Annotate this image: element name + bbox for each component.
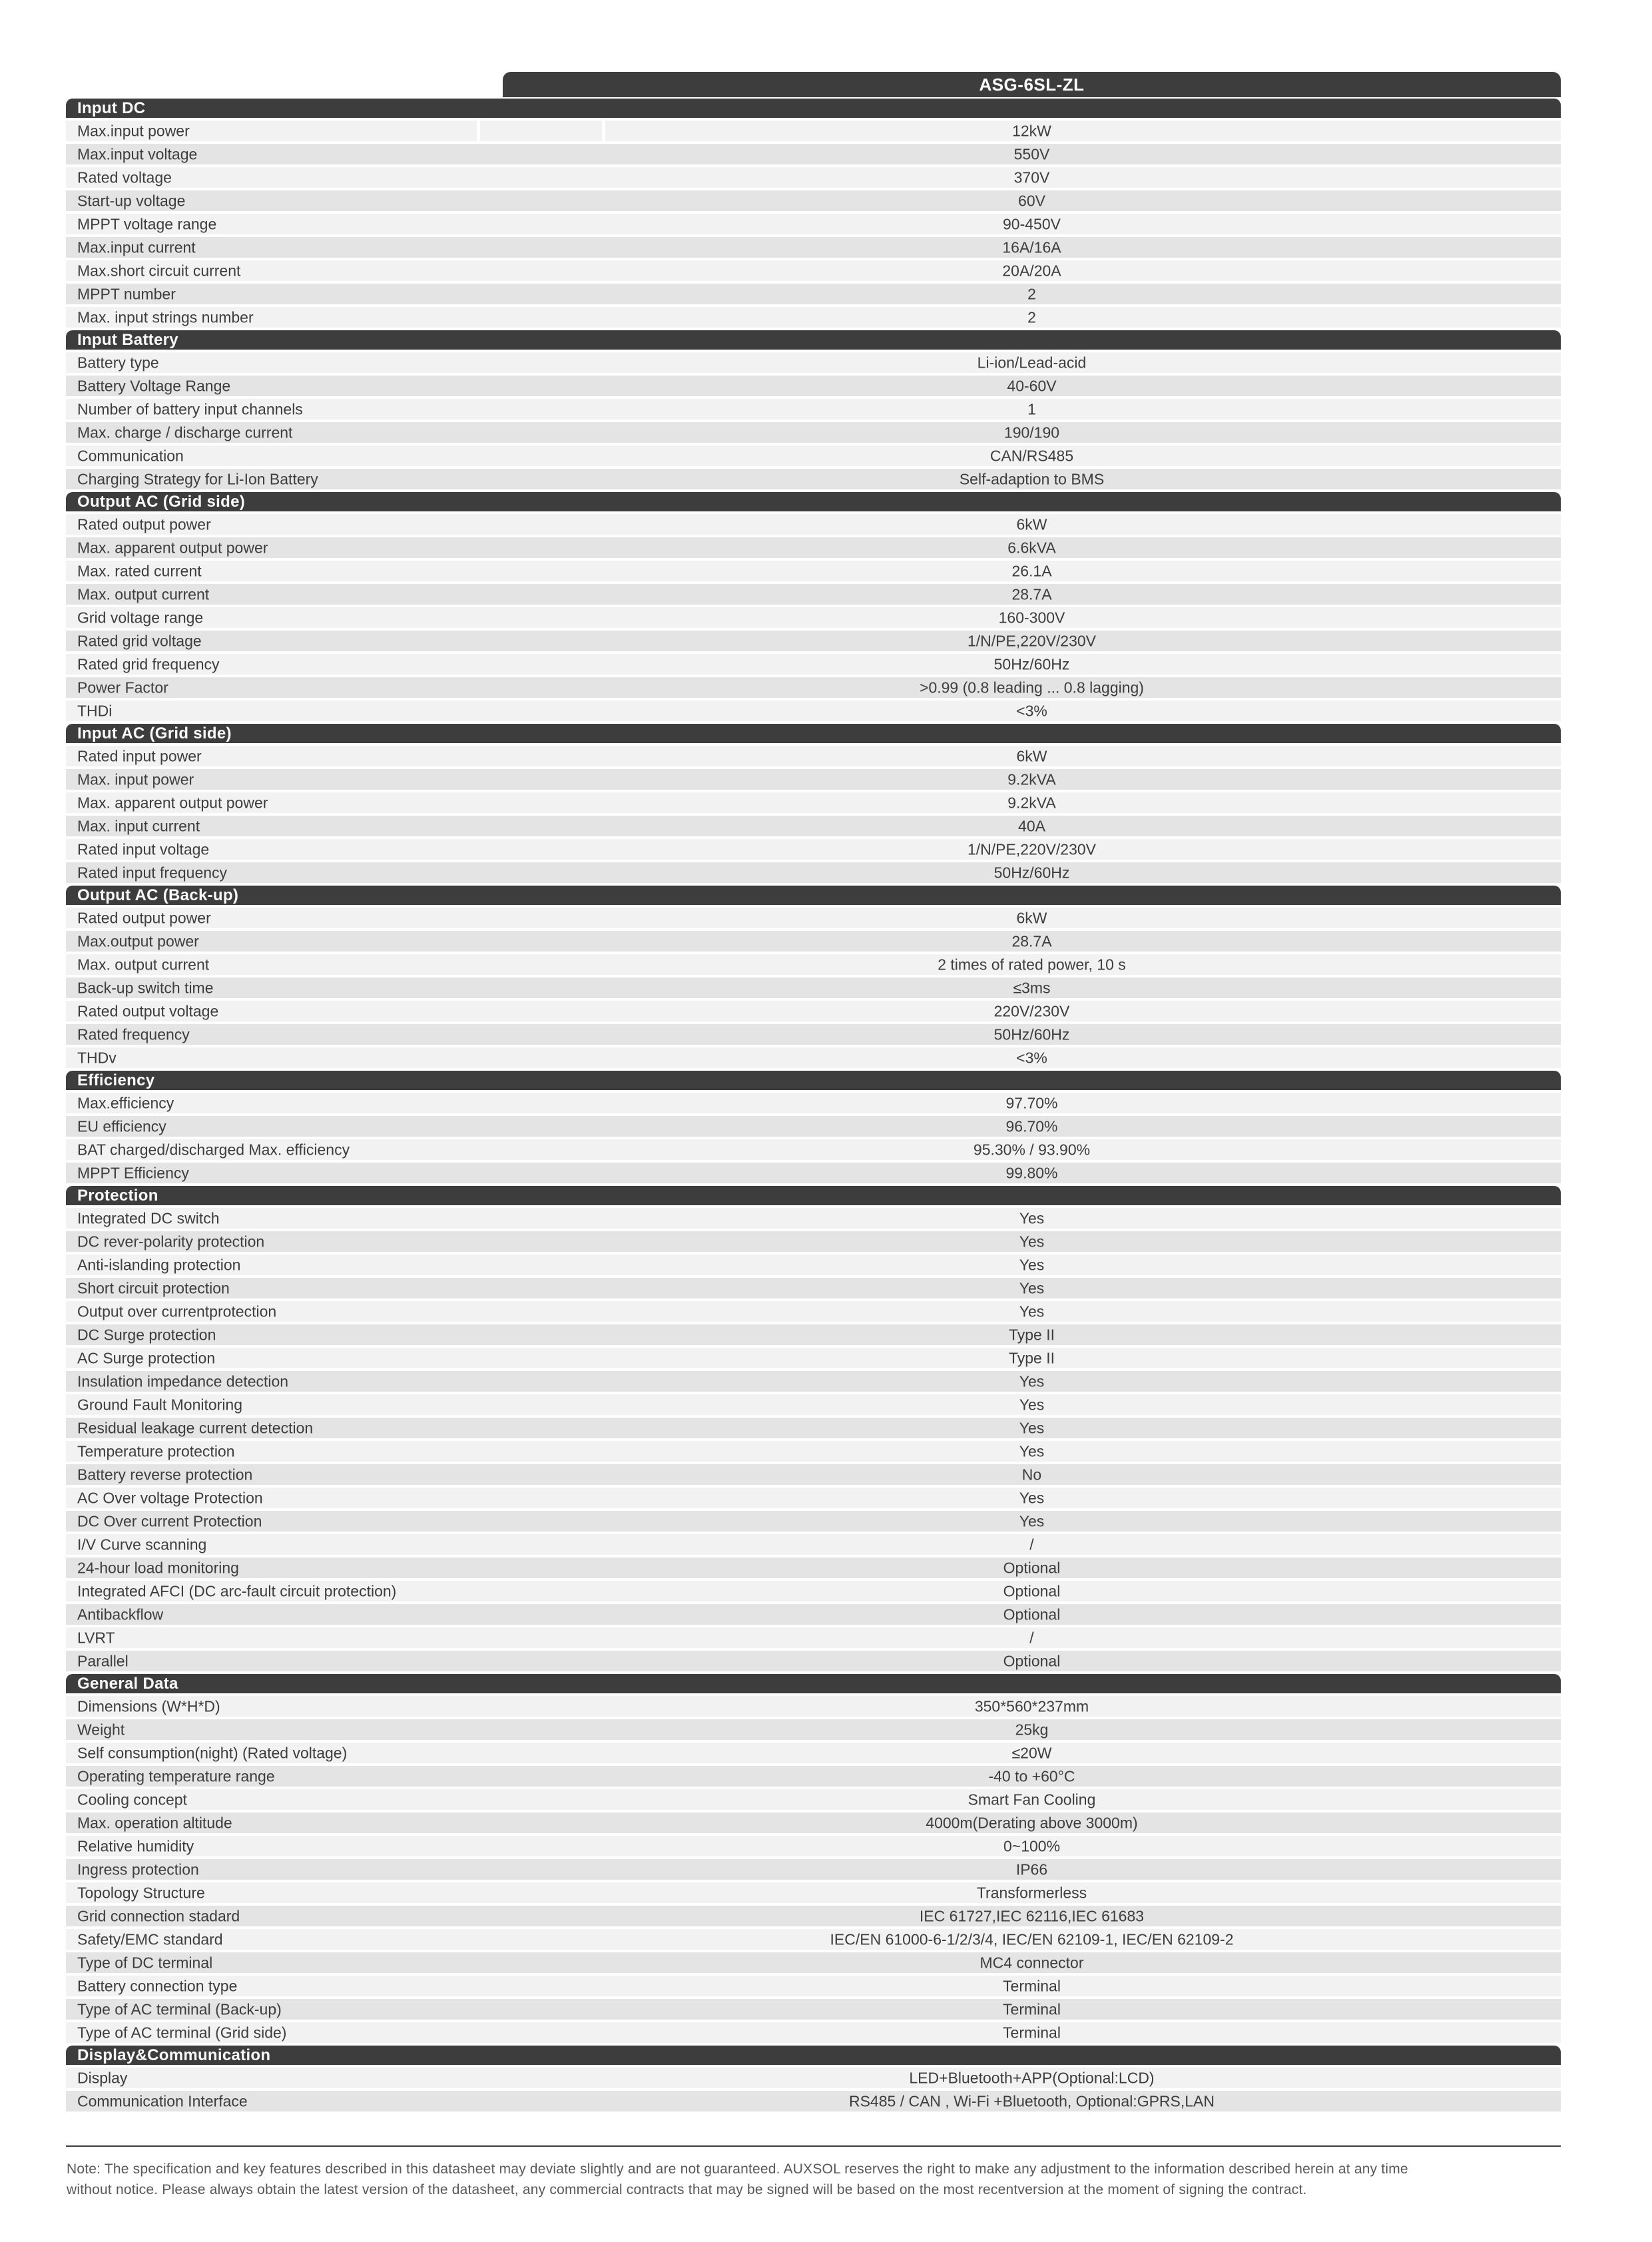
spec-label: Residual leakage current detection — [77, 1419, 314, 1436]
spec-row — [66, 1278, 1561, 1301]
spec-row — [66, 1882, 1561, 1906]
spec-value: Type II — [1008, 1349, 1055, 1366]
spec-row — [66, 701, 1561, 724]
spec-value: Yes — [1019, 1279, 1045, 1296]
spec-value: Yes — [1019, 1372, 1045, 1390]
spec-row — [66, 1001, 1561, 1024]
spec-value: 6kW — [1016, 515, 1047, 533]
section-title: Display&Communication — [77, 2046, 271, 2064]
spec-row — [66, 1743, 1561, 1766]
spec-value: LED+Bluetooth+APP(Optional:LCD) — [909, 2069, 1155, 2086]
spec-row — [66, 260, 1561, 284]
spec-label: Communication — [77, 447, 184, 464]
spec-label: Rated input frequency — [77, 864, 228, 881]
spec-row — [66, 1766, 1561, 1789]
spec-value: Optional — [1003, 1652, 1061, 1669]
spec-label: AC Surge protection — [77, 1349, 216, 1366]
spec-value: 4000m(Derating above 3000m) — [926, 1814, 1138, 1831]
spec-value: 2 — [1027, 285, 1036, 302]
spec-value: Yes — [1019, 1489, 1045, 1506]
spec-value: -40 to +60°C — [988, 1767, 1075, 1785]
spec-row — [66, 769, 1561, 792]
spec-row — [66, 1604, 1561, 1627]
spec-label: THDi — [77, 702, 113, 719]
spec-value: Yes — [1019, 1209, 1045, 1227]
spec-row — [66, 1696, 1561, 1719]
spec-value: 550V — [1013, 145, 1050, 162]
spec-value: 25kg — [1015, 1721, 1049, 1738]
spec-label: Insulation impedance detection — [77, 1372, 289, 1390]
spec-label: I/V Curve scanning — [77, 1536, 207, 1553]
spec-row — [66, 1116, 1561, 1139]
spec-value: 220V/230V — [993, 1002, 1070, 1019]
spec-label: Safety/EMC standard — [77, 1930, 223, 1948]
spec-label: Rated output power — [77, 909, 211, 926]
spec-label: Rated output power — [77, 515, 211, 533]
spec-label: MPPT number — [77, 285, 176, 302]
spec-label: Weight — [77, 1721, 125, 1738]
spec-row — [66, 561, 1561, 584]
spec-label: DC Surge protection — [77, 1326, 216, 1343]
spec-label: Max.input power — [77, 122, 190, 139]
spec-value: 6kW — [1016, 909, 1047, 926]
spec-value: IEC/EN 61000-6-1/2/3/4, IEC/EN 62109-1, IEC/EN 62109-2 — [830, 1930, 1234, 1948]
spec-row — [66, 1024, 1561, 1047]
spec-label: Output over currentprotection — [77, 1302, 277, 1320]
spec-row — [66, 2091, 1561, 2114]
section-title: General Data — [77, 1674, 178, 1693]
spec-label: MPPT voltage range — [77, 215, 217, 232]
spec-row — [66, 1836, 1561, 1859]
spec-value: 40A — [1018, 817, 1045, 834]
spec-value: 0~100% — [1003, 1837, 1061, 1854]
spec-label: Max. rated current — [77, 562, 202, 579]
spec-row — [66, 399, 1561, 422]
spec-row — [66, 978, 1561, 1001]
spec-value: CAN/RS485 — [989, 447, 1074, 464]
spec-label: AC Over voltage Protection — [77, 1489, 263, 1506]
spec-row — [66, 121, 1561, 144]
spec-value: / — [1029, 1536, 1034, 1553]
spec-label: Max. output current — [77, 585, 210, 603]
spec-label: Battery type — [77, 354, 159, 371]
spec-label: Max. charge / discharge current — [77, 423, 293, 441]
spec-label: Type of DC terminal — [77, 1954, 213, 1971]
spec-value: Yes — [1019, 1396, 1045, 1413]
section-header — [66, 886, 1561, 908]
spec-value: >0.99 (0.8 leading ... 0.8 lagging) — [920, 679, 1144, 696]
spec-value: 60V — [1018, 192, 1045, 209]
section-header — [66, 99, 1561, 121]
spec-label: THDv — [77, 1049, 117, 1066]
spec-label: Antibackflow — [77, 1605, 164, 1623]
spec-value: 160-300V — [998, 609, 1065, 626]
spec-label: Temperature protection — [77, 1442, 235, 1460]
spec-label: Display — [77, 2069, 128, 2086]
spec-row — [66, 1488, 1561, 1511]
spec-value: Yes — [1019, 1512, 1045, 1530]
spec-row — [66, 237, 1561, 260]
spec-row — [66, 1418, 1561, 1441]
spec-row — [66, 537, 1561, 561]
spec-value: Li-ion/Lead-acid — [977, 354, 1087, 371]
spec-label: Self consumption(night) (Rated voltage) — [77, 1744, 348, 1761]
spec-row — [66, 1557, 1561, 1581]
spec-label: Battery connection type — [77, 1977, 238, 1994]
spec-row — [66, 514, 1561, 537]
spec-value: Optional — [1003, 1559, 1061, 1576]
section-header — [66, 724, 1561, 746]
spec-label: MPPT Efficiency — [77, 1164, 189, 1181]
spec-row — [66, 746, 1561, 769]
spec-row — [66, 677, 1561, 701]
spec-value: 6.6kVA — [1007, 539, 1056, 556]
spec-label: Grid voltage range — [77, 609, 204, 626]
cell-divider — [602, 121, 605, 141]
spec-label: DC rever-polarity protection — [77, 1233, 265, 1250]
spec-label: Max.output power — [77, 932, 199, 950]
section-title: Input AC (Grid side) — [77, 724, 232, 742]
spec-value: / — [1029, 1629, 1034, 1646]
note-line-1: Note: The specification and key features described in this datasheet may deviate slightly and are not guaranteed. AUXSOL reserves the right to make any adjustment to the information described herein at any time — [67, 2161, 1408, 2177]
spec-label: Battery reverse protection — [77, 1466, 253, 1483]
spec-label: Grid connection stadard — [77, 1907, 240, 1924]
spec-value: 9.2kVA — [1007, 794, 1056, 811]
spec-value: 50Hz/60Hz — [993, 655, 1070, 673]
spec-value: 1/N/PE,220V/230V — [967, 632, 1097, 649]
spec-value: <3% — [1016, 1049, 1047, 1066]
spec-row — [66, 469, 1561, 492]
spec-value: 90-450V — [1003, 215, 1061, 232]
spec-row — [66, 2068, 1561, 2091]
spec-value: RS485 / CAN , Wi-Fi +Bluetooth, Optional:GPRS,LAN — [848, 2092, 1215, 2109]
spec-value: Terminal — [1003, 1977, 1061, 1994]
spec-row — [66, 1324, 1561, 1348]
spec-row — [66, 1163, 1561, 1186]
spec-row — [66, 1859, 1561, 1882]
note-line-2: without notice. Please always obtain the latest version of the datasheet, any commercial contracts that may be signed will be based on the most recentversion at the moment of signing the contract. — [67, 2182, 1307, 2197]
model-name: ASG-6SL-ZL — [979, 74, 1085, 95]
spec-value: IEC 61727,IEC 62116,IEC 61683 — [919, 1907, 1145, 1924]
spec-label: Number of battery input channels — [77, 400, 303, 418]
section-title: Output AC (Grid side) — [77, 492, 246, 511]
spec-label: Rated output voltage — [77, 1002, 219, 1019]
spec-label: Communication Interface — [77, 2092, 248, 2109]
section-header — [66, 1186, 1561, 1208]
spec-label: Ingress protection — [77, 1860, 199, 1878]
spec-label: Max. input strings number — [77, 308, 254, 326]
spec-value: 26.1A — [1011, 562, 1052, 579]
spec-value: 16A/16A — [1002, 238, 1061, 256]
spec-value: ≤3ms — [1013, 979, 1051, 996]
spec-row — [66, 144, 1561, 167]
spec-row — [66, 1719, 1561, 1743]
spec-value: 2 — [1027, 308, 1036, 326]
spec-row — [66, 1929, 1561, 1952]
spec-row — [66, 167, 1561, 190]
spec-label: Start-up voltage — [77, 192, 186, 209]
spec-row — [66, 376, 1561, 399]
spec-value: 350*560*237mm — [974, 1697, 1089, 1715]
spec-row — [66, 908, 1561, 931]
spec-value: ≤20W — [1011, 1744, 1052, 1761]
spec-row — [66, 1813, 1561, 1836]
spec-label: DC Over current Protection — [77, 1512, 262, 1530]
model-tab — [503, 72, 1561, 97]
spec-value: 190/190 — [1003, 423, 1060, 441]
spec-label: Integrated DC switch — [77, 1209, 220, 1227]
spec-label: Rated input power — [77, 747, 202, 764]
spec-label: Anti-islanding protection — [77, 1256, 241, 1273]
spec-label: Rated frequency — [77, 1025, 190, 1043]
spec-value: Yes — [1019, 1233, 1045, 1250]
spec-label: Type of AC terminal (Grid side) — [77, 2024, 287, 2041]
spec-value: MC4 connector — [979, 1954, 1084, 1971]
spec-label: Max.efficiency — [77, 1094, 174, 1111]
spec-value: Yes — [1019, 1302, 1045, 1320]
section-title: Input Battery — [77, 330, 178, 349]
spec-label: Max.input current — [77, 238, 196, 256]
section-title: Input DC — [77, 99, 146, 117]
spec-row — [66, 1371, 1561, 1394]
spec-row — [66, 1301, 1561, 1324]
spec-row — [66, 1999, 1561, 2022]
spec-value: Yes — [1019, 1419, 1045, 1436]
spec-row — [66, 1906, 1561, 1929]
spec-row — [66, 1441, 1561, 1464]
spec-row — [66, 1093, 1561, 1116]
spec-row — [66, 190, 1561, 214]
spec-row — [66, 839, 1561, 862]
spec-value: 28.7A — [1011, 932, 1052, 950]
spec-row — [66, 1047, 1561, 1071]
spec-row — [66, 445, 1561, 469]
spec-value: 2 times of rated power, 10 s — [938, 956, 1126, 973]
spec-label: Ground Fault Monitoring — [77, 1396, 243, 1413]
spec-label: Charging Strategy for Li-Ion Battery — [77, 470, 318, 487]
spec-label: Rated grid voltage — [77, 632, 202, 649]
spec-label: Max. operation altitude — [77, 1814, 232, 1831]
spec-label: Max.input voltage — [77, 145, 198, 162]
spec-row — [66, 1208, 1561, 1231]
footer-note — [67, 2159, 1598, 2200]
spec-row — [66, 1348, 1561, 1371]
spec-label: Back-up switch time — [77, 979, 214, 996]
spec-row — [66, 931, 1561, 954]
spec-label: Topology Structure — [77, 1884, 205, 1901]
spec-label: Max.short circuit current — [77, 262, 241, 279]
spec-value: 50Hz/60Hz — [993, 864, 1070, 881]
spec-row — [66, 307, 1561, 330]
spec-label: Rated voltage — [77, 168, 172, 186]
spec-value: 6kW — [1016, 747, 1047, 764]
spec-label: Max. input power — [77, 770, 194, 788]
spec-row — [66, 352, 1561, 376]
spec-label: Short circuit protection — [77, 1279, 230, 1296]
spec-value: 99.80% — [1005, 1164, 1058, 1181]
section-header — [66, 1071, 1561, 1093]
spec-label: Cooling concept — [77, 1791, 187, 1808]
footer-divider-line — [66, 2145, 1561, 2147]
spec-value: Yes — [1019, 1442, 1045, 1460]
spec-row — [66, 1139, 1561, 1163]
spec-table — [66, 99, 1561, 2114]
spec-label: Parallel — [77, 1652, 129, 1669]
spec-label: Integrated AFCI (DC arc-fault circuit protection) — [77, 1582, 397, 1599]
section-header — [66, 492, 1561, 514]
spec-row — [66, 816, 1561, 839]
spec-row — [66, 1581, 1561, 1604]
spec-value: Terminal — [1003, 2024, 1061, 2041]
spec-row — [66, 422, 1561, 445]
spec-label: Power Factor — [77, 679, 168, 696]
spec-value: 9.2kVA — [1007, 770, 1056, 788]
spec-row — [66, 1789, 1561, 1813]
spec-value: IP66 — [1015, 1860, 1048, 1878]
spec-row — [66, 954, 1561, 978]
spec-row — [66, 792, 1561, 816]
spec-value: 40-60V — [1007, 377, 1057, 394]
spec-value: 20A/20A — [1002, 262, 1061, 279]
spec-label: Type of AC terminal (Back-up) — [77, 2000, 282, 2018]
section-title: Output AC (Back-up) — [77, 886, 239, 904]
spec-row — [66, 214, 1561, 237]
section-header — [66, 1674, 1561, 1696]
spec-value: Type II — [1008, 1326, 1055, 1343]
spec-label: Dimensions (W*H*D) — [77, 1697, 220, 1715]
spec-value: 97.70% — [1005, 1094, 1058, 1111]
spec-label: LVRT — [77, 1629, 115, 1646]
spec-row — [66, 284, 1561, 307]
spec-value: 1/N/PE,220V/230V — [967, 840, 1097, 858]
spec-row — [66, 654, 1561, 677]
spec-value: Self-adaption to BMS — [959, 470, 1105, 487]
spec-label: Operating temperature range — [77, 1767, 275, 1785]
spec-row — [66, 1651, 1561, 1674]
spec-label: Battery Voltage Range — [77, 377, 231, 394]
spec-label: Max. input current — [77, 817, 200, 834]
spec-row — [66, 862, 1561, 886]
spec-value: 28.7A — [1011, 585, 1052, 603]
spec-value: 96.70% — [1005, 1117, 1058, 1135]
spec-value: Optional — [1003, 1605, 1061, 1623]
spec-row — [66, 1255, 1561, 1278]
spec-row — [66, 584, 1561, 607]
spec-label: Max. apparent output power — [77, 539, 268, 556]
cell-divider — [477, 121, 480, 141]
spec-row — [66, 631, 1561, 654]
spec-value: No — [1021, 1466, 1042, 1483]
spec-value: Transformerless — [976, 1884, 1087, 1901]
spec-row — [66, 1976, 1561, 1999]
spec-row — [66, 607, 1561, 631]
spec-row — [66, 1627, 1561, 1651]
spec-label: Max. output current — [77, 956, 210, 973]
spec-label: EU efficiency — [77, 1117, 166, 1135]
spec-label: Rated input voltage — [77, 840, 210, 858]
spec-value: Terminal — [1003, 2000, 1061, 2018]
spec-value: 50Hz/60Hz — [993, 1025, 1070, 1043]
section-title: Protection — [77, 1186, 158, 1205]
spec-row — [66, 1231, 1561, 1255]
spec-row — [66, 1511, 1561, 1534]
spec-value: 95.30% / 93.90% — [973, 1141, 1091, 1158]
spec-value: 370V — [1013, 168, 1050, 186]
spec-value: Optional — [1003, 1582, 1061, 1599]
spec-row — [66, 1534, 1561, 1557]
spec-value: Smart Fan Cooling — [967, 1791, 1096, 1808]
spec-value: 1 — [1027, 400, 1036, 418]
spec-value: Yes — [1019, 1256, 1045, 1273]
spec-label: Relative humidity — [77, 1837, 194, 1854]
section-header — [66, 2046, 1561, 2068]
spec-value: 12kW — [1012, 122, 1051, 139]
spec-row — [66, 1952, 1561, 1976]
spec-label: Rated grid frequency — [77, 655, 220, 673]
spec-label: 24-hour load monitoring — [77, 1559, 239, 1576]
spec-value: <3% — [1016, 702, 1047, 719]
spec-label: BAT charged/discharged Max. efficiency — [77, 1141, 350, 1158]
section-title: Efficiency — [77, 1071, 155, 1089]
spec-row — [66, 2022, 1561, 2046]
section-header — [66, 330, 1561, 352]
spec-row — [66, 1464, 1561, 1488]
spec-row — [66, 1394, 1561, 1418]
spec-label: Max. apparent output power — [77, 794, 268, 811]
